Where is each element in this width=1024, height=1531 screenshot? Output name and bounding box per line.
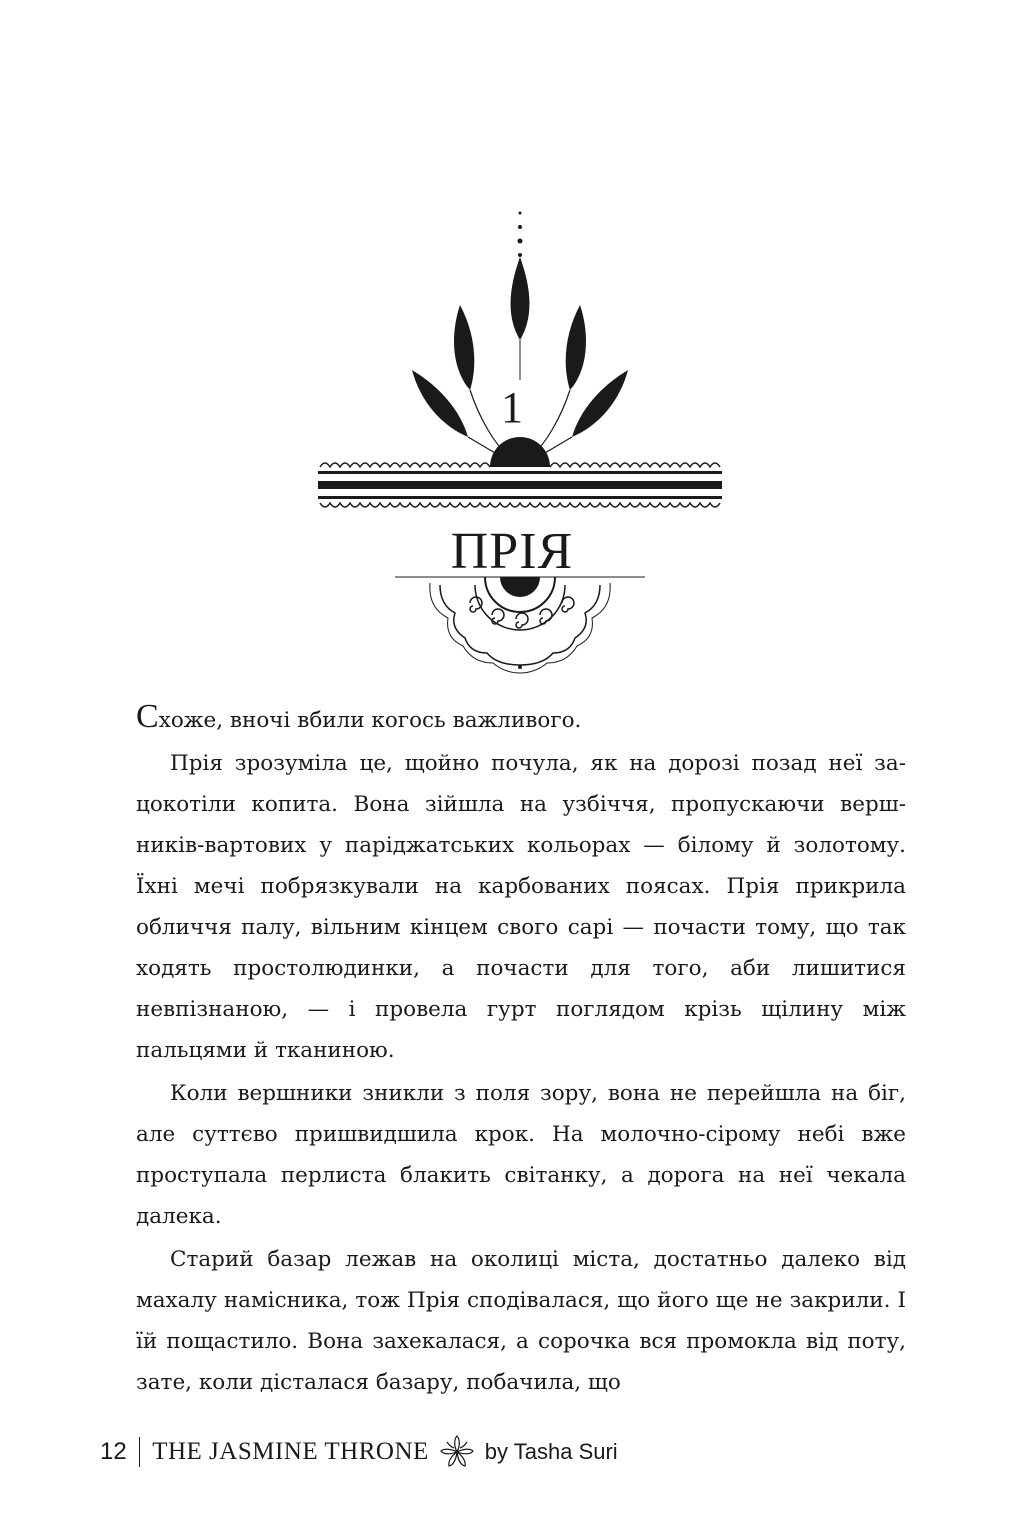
book-title: THE JASMINE THRONE [152, 1438, 429, 1465]
drop-letter: С [136, 698, 159, 735]
page-number: 12 [100, 1438, 127, 1465]
footer-divider [139, 1437, 141, 1467]
paragraph-text: хоже, вночі вбили когось важливого. [158, 708, 582, 733]
paragraph: Коли вершники зникли з поля зору, вона не перейшла на біг, але суттєво пришвидшила крок. На молочно-сірому небі вже проступала перлиста блакить світанку, а дорога на неї чекала далека. [136, 1081, 906, 1229]
paragraph: Прія зрозуміла це, щойно почула, як на дорозі позад неї зацокотіли копита. Вона зійшла на узбіччя, пропускаючи вершників-вартових у паріджатських кольорах — білому й золотому. Їхні мечі побрязкували на карбованих поясах. Прія прикрила обличчя палу, вільним кінцем свого сарі — почасти тому, що так ходять простолюдинки, а почасти для того, аби лишитися невпізнаною, — і провела гурт поглядом крізь щілину між пальцями й тканиною. [136, 751, 906, 1063]
paragraph: Старий базар лежав на околиці міста, достатньо далеко від махалу намісника, тож Прія сподівалася, що його ще не закрили. І їй пощастило. Вона захекалася, а сорочка вся промокла від поту, зате, коли дісталася базару, побачила, що [136, 1247, 906, 1395]
lotus-mandala-ornament-icon [300, 205, 740, 675]
chapter-number: 1 [501, 383, 523, 432]
chapter-title: ПРІЯ [450, 523, 574, 580]
paragraph [136, 696, 906, 741]
author-line: by Tasha Suri [484, 1439, 618, 1464]
chapter-body [136, 696, 906, 1405]
jasmine-flower-icon [437, 1434, 477, 1470]
page-footer [100, 1432, 618, 1472]
